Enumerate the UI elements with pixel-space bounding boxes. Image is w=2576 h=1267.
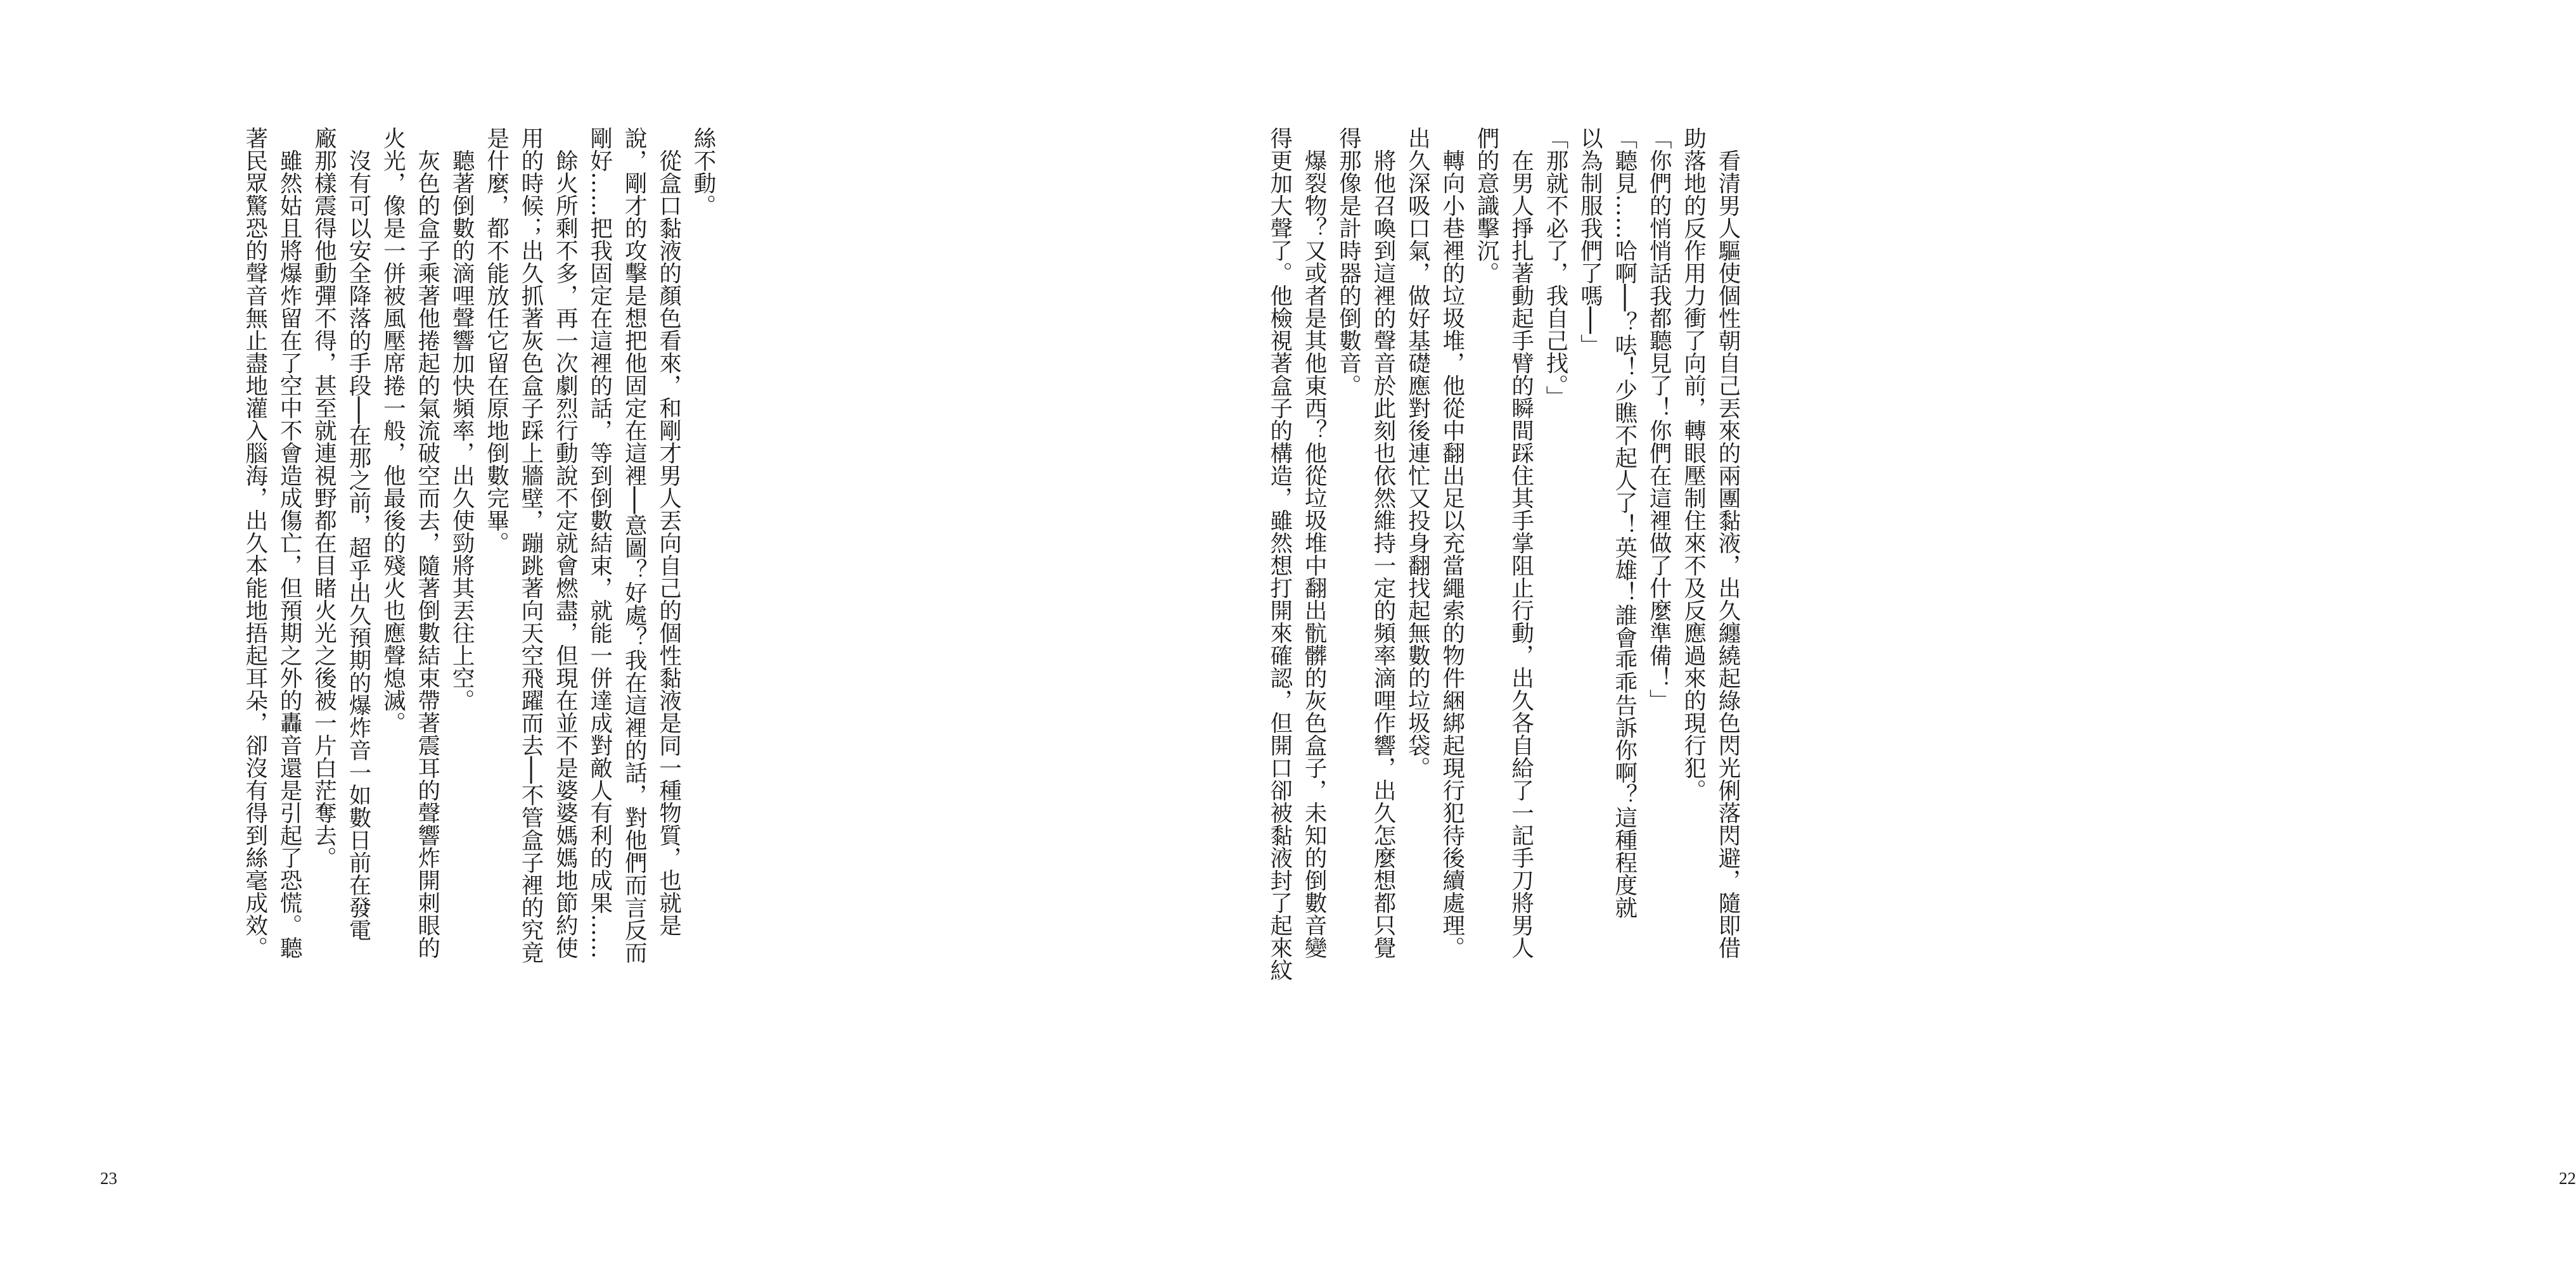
text-line: 廠那樣震得他動彈不得，甚至就連視野都在目睹火光之後被一片白茫奪去。 [311, 127, 337, 869]
left-page-body [23, 127, 720, 1121]
page-number: 22 [2559, 1169, 2576, 1188]
text-line: 得更加大聲了。他檢視著盒子的構造，雖然想打開來確認，但開口卻被黏液封了起來紋 [1266, 127, 1293, 981]
text-line: 餘火所剩不多，再一次劇烈行動說不定就會燃盡，但現在並不是婆婆媽媽地節約使 [552, 127, 579, 959]
left-page [0, 0, 891, 1267]
text-line: 在男人掙扎著動起手臂的瞬間踩住其手掌阻止行動，出久各自給了一記手刀將男人 [1508, 127, 1534, 959]
text-line: 用的時候；出久抓著灰色盒子踩上牆壁，蹦跳著向天空飛躍而去──不管盒子裡的究竟 [517, 127, 544, 964]
text-line: 聽著倒數的滴哩聲響加快頻率，出久使勁將其丟往上空。 [449, 127, 475, 711]
right-page [891, 0, 2576, 1267]
right-page-body [1048, 127, 1745, 1121]
text-line: 將他召喚到這裡的聲音於此刻也依然維持一定的頻率滴哩作響，出久怎麼想都只覺 [1369, 127, 1396, 959]
text-line: 爆裂物？又或者是其他東西？他從垃圾堆中翻出骯髒的灰色盒子，未知的倒數音變 [1301, 127, 1328, 959]
text-line: 看清男人驅使個性朝自己丟來的兩團黏液，出久纏繞起綠色閃光俐落閃避，隨即借 [1715, 127, 1741, 959]
text-line: 「聽見……哈啊──？呿！少瞧不起人了！英雄！誰會乖乖告訴你啊？這種程度就 [1611, 127, 1637, 919]
text-line: 灰色的盒子乘著他捲起的氣流破空而去，隨著倒數結束帶著震耳的聲響炸開刺眼的 [414, 127, 440, 959]
text-line: 絲不動。 [690, 127, 716, 217]
text-line: 沒有可以安全降落的手段──在那之前，超乎出久預期的爆炸音一如數日前在發電 [345, 127, 371, 941]
text-line: 火光，像是一併被風壓席捲一般，他最後的殘火也應聲熄滅。 [380, 127, 406, 734]
text-line: 雖然姑且將爆炸留在了空中不會造成傷亡，但預期之外的轟音還是引起了恐慌。聽 [276, 127, 303, 959]
text-line: 得那像是計時器的倒數音。 [1335, 127, 1362, 397]
text-line: 們的意識擊沉。 [1473, 127, 1500, 284]
page-number: 23 [100, 1169, 117, 1188]
text-line: 助落地的反作用力衝了向前，轉眼壓制住來不及反應過來的現行犯。 [1680, 127, 1707, 801]
text-line: 著民眾驚恐的聲音無止盡地灌入腦海，出久本能地捂起耳朵，卻沒有得到絲毫成效。 [241, 127, 268, 959]
text-line: 以為制服我們了嗎──」 [1577, 127, 1603, 357]
text-line: 剛好……把我固定在這裡的話，等到倒數結束，就能一併達成對敵人有利的成果…… [586, 127, 613, 959]
text-line: 出久深吸口氣，做好基礎應對後連忙又投身翻找起無數的垃圾袋。 [1404, 127, 1431, 779]
text-line: 「你們的悄悄話我都聽見了！你們在這裡做了什麼準備！」 [1646, 127, 1672, 711]
text-line: 說，剛才的攻擊是想把他固定在這裡──意圖？好處？我在這裡的話，對他們而言反而 [621, 127, 648, 964]
text-line: 轉向小巷裡的垃圾堆，他從中翻出足以充當繩索的物件綑綁起現行犯待後續處理。 [1439, 127, 1465, 959]
text-line: 是什麼，都不能放任它留在原地倒數完畢。 [483, 127, 509, 554]
text-line: 從盒口黏液的顏色看來，和剛才男人丟向自己的個性黏液是同一種物質，也就是 [655, 127, 682, 936]
text-line: 「那就不必了，我自己找。」 [1542, 127, 1568, 408]
